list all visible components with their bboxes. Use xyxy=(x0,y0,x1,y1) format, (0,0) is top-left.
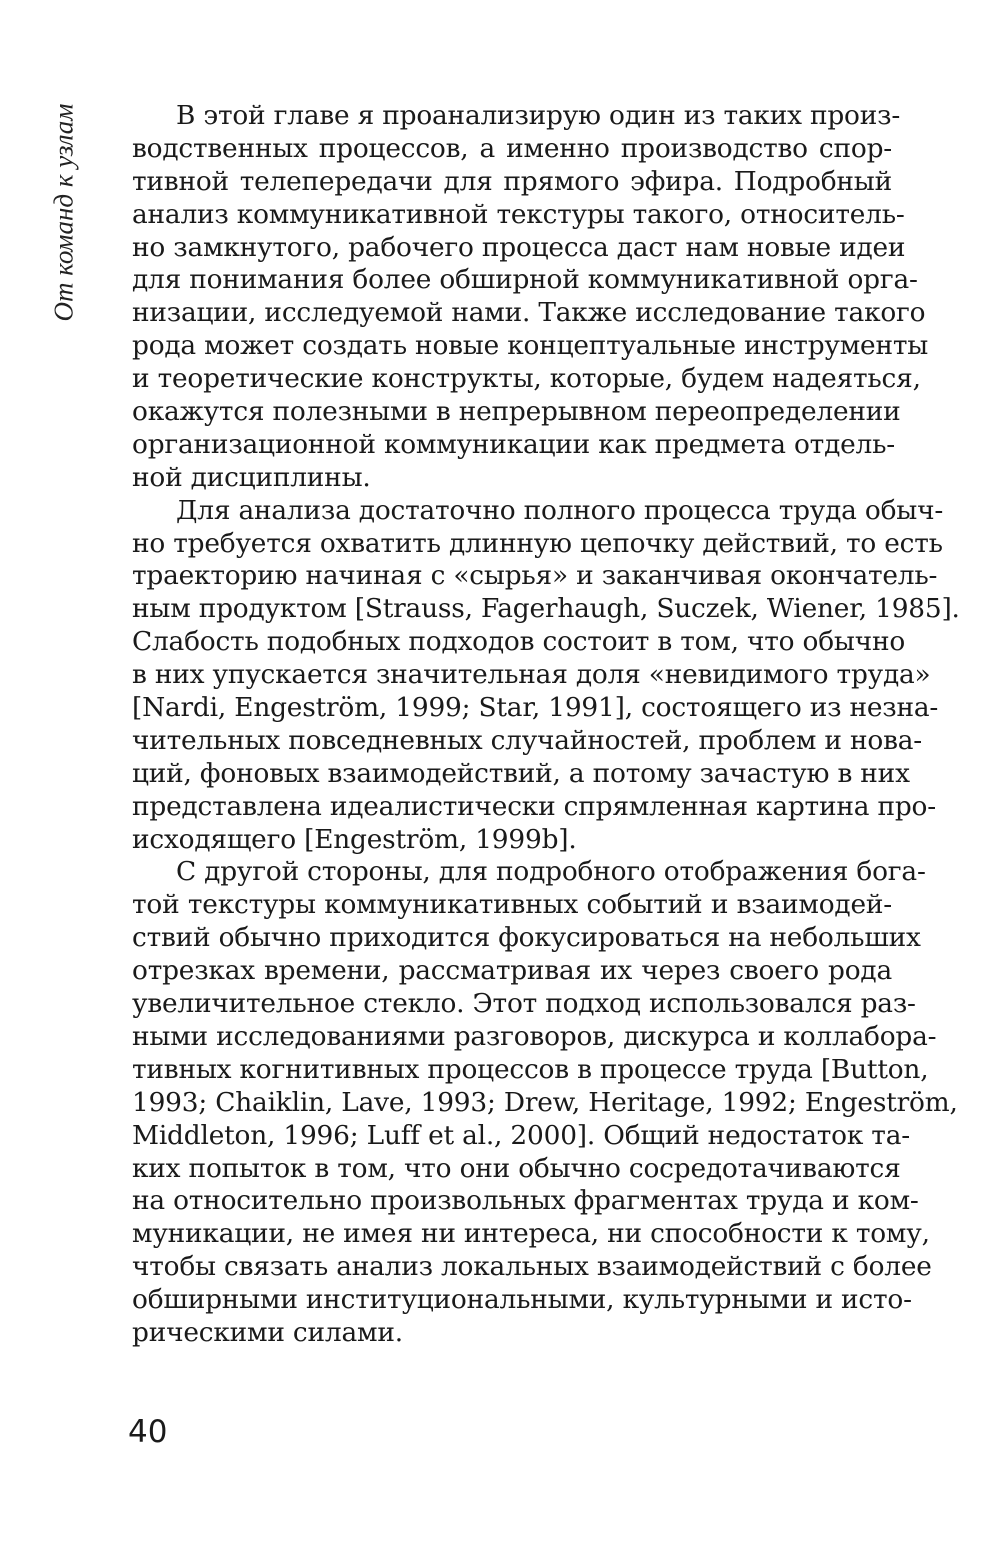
text-line: ной дисциплины. xyxy=(132,461,371,493)
text-line: представлена идеалистически спрямленная картина про- xyxy=(132,790,936,822)
text-line: траекторию начиная с «сырья» и заканчивая окончатель- xyxy=(132,560,938,592)
text-line: и теоретические конструкты, которые, будем надеяться, xyxy=(132,363,921,395)
running-head xyxy=(42,92,86,332)
text-line: организационной коммуникации как предмета отдель- xyxy=(132,428,895,460)
text-line: увеличительное стекло. Этот подход использовался раз- xyxy=(132,988,916,1020)
text-line: 1993; Chaiklin, Lave, 1993; Drew, Heritage, 1992; Engeström, xyxy=(132,1086,958,1118)
text-line: окажутся полезными в непрерывном переопределении xyxy=(132,396,901,428)
text-line: чительных повседневных случайностей, проблем и нова- xyxy=(132,724,922,756)
text-line: исходящего [Engeström, 1999b]. xyxy=(132,823,577,855)
text-line: тивных когнитивных процессов в процессе труда [Button, xyxy=(132,1053,929,1085)
text-line: отрезках времени, рассматривая их через своего рода xyxy=(132,955,892,987)
text-line: муникации, не имея ни интереса, ни способности к тому, xyxy=(132,1218,930,1250)
text-line: в них упускается значительная доля «невидимого труда» xyxy=(132,659,931,691)
text-line: ций, фоновых взаимодействий, а потому зачастую в них xyxy=(132,757,910,789)
paragraph-2 xyxy=(132,494,960,857)
page-number: 40 xyxy=(128,1414,168,1450)
paragraph-3 xyxy=(132,856,958,1349)
text-line: рическими силами. xyxy=(132,1316,403,1348)
text-line: чтобы связать анализ локальных взаимодействий с более xyxy=(132,1251,932,1283)
running-head-text: От команд к узлам xyxy=(48,102,79,322)
text-line: ствий обычно приходится фокусироваться на небольших xyxy=(132,922,921,954)
text-line: ным продуктом [Strauss, Fagerhaugh, Suczek, Wiener, 1985]. xyxy=(132,593,960,625)
text-line: для понимания более обширной коммуникативной орга- xyxy=(132,264,918,296)
text-line: рода может создать новые концептуальные инструменты xyxy=(132,330,929,362)
text-line: Middleton, 1996; Luff et al., 2000]. Общий недостаток та- xyxy=(132,1119,910,1151)
text-line: ких попыток в том, что они обычно сосредотачиваются xyxy=(132,1152,901,1184)
text-line: но замкнутого, рабочего процесса даст нам новые идеи xyxy=(132,231,906,263)
body-text xyxy=(132,100,960,1350)
text-line: тивной телепередачи для прямого эфира. Подробный xyxy=(132,165,892,197)
text-line: ными исследованиями разговоров, дискурса и коллабора- xyxy=(132,1020,937,1052)
text-line: низации, исследуемой нами. Также исследование такого xyxy=(132,297,926,329)
text-line: на относительно произвольных фрагментах труда и ком- xyxy=(132,1185,919,1217)
text-line: но требуется охватить длинную цепочку действий, то есть xyxy=(132,527,943,559)
text-line: Для анализа достаточно полного процесса труда обыч- xyxy=(176,494,944,526)
text-line: С другой стороны, для подробного отображения бога- xyxy=(176,856,926,888)
text-line: [Nardi, Engeström, 1999; Star, 1991], состоящего из незна- xyxy=(132,692,939,724)
text-line: той текстуры коммуникативных событий и взаимодей- xyxy=(132,889,892,921)
text-line: анализ коммуникативной текстуры такого, относитель- xyxy=(132,198,905,230)
text-line: В этой главе я проанализирую один из таких произ- xyxy=(176,100,901,131)
text-line: Слабость подобных подходов состоит в том, что обычно xyxy=(132,626,906,658)
paragraph-1 xyxy=(132,100,929,495)
text-line: обширными институциональными, культурными и исто- xyxy=(132,1284,912,1316)
text-line: водственных процессов, а именно производство спор- xyxy=(132,132,892,164)
